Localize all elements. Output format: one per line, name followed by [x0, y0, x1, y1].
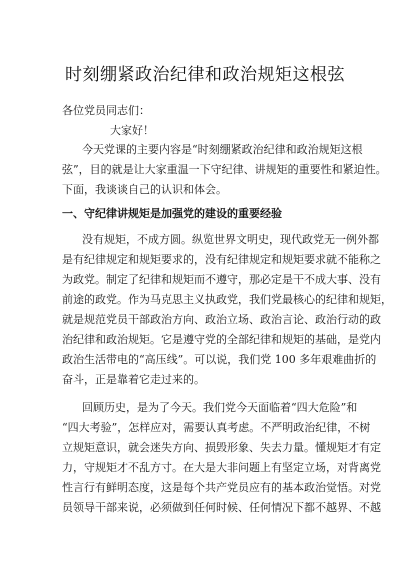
paragraph-line: “四大考验”，怎样应对，需要认真考虑。不严明政治纪律，不树: [62, 421, 371, 434]
paragraph-line: 力，守规矩才不乱方寸。在大是大非问题上有坚定立场，对背离党: [62, 461, 381, 474]
paragraph-line: 性言行有鲜明态度，这是每个共产党员应有的基本政治觉悟。对党: [62, 481, 381, 494]
paragraph-line: 为政党。制定了纪律和规矩而不遵守，那必定是干不成大事、没有: [62, 273, 381, 286]
paragraph-line: 没有规矩，不成方圆。纵览世界文明史，现代政党无一例外都: [82, 233, 379, 246]
paragraph-line: 前途的政党。作为马克思主义执政党，我们党最核心的纪律和规矩，: [62, 293, 392, 306]
section-heading: 一、守纪律讲规矩是加强党的建设的重要经验: [62, 207, 282, 220]
paragraph-line: 回顾历史，是为了今天。我们党今天面临着“四大危险”和: [82, 401, 358, 414]
intro-line: 下面，我谈谈自己的认识和体会。: [62, 183, 227, 196]
salutation: 各位党员同志们：: [62, 104, 150, 117]
intro-line: 弦”，目的就是让大家重温一下守纪律、讲规矩的重要性和紧迫性。: [62, 163, 387, 176]
paragraph-line: 员领导干部来说，必须做到任何时候、任何情况下都不越界、不越: [62, 501, 381, 514]
paragraph-line: 就是规范党员干部政治方向、政治立场、政治言论、政治行动的政: [62, 313, 381, 326]
paragraph-line: 治纪律和政治规矩。它是遵守党的全部纪律和规矩的基础，是党内: [62, 333, 381, 346]
paragraph-line: 是有纪律规定和规矩要求的，没有纪律规定和规矩要求就不能称之: [62, 253, 381, 266]
paragraph-line: 奋斗，正是靠着它走过来的。: [62, 373, 205, 386]
paragraph-line: 立规矩意识，就会迷失方向、损毁形象、失去力量。懂规矩才有定: [62, 441, 381, 454]
greeting: 大家好！: [110, 124, 154, 137]
paragraph-line: 政治生活带电的“高压线”。可以说，我们党 100 多年艰难曲折的: [62, 353, 377, 366]
document-title: 时刻绷紧政治纪律和政治规矩这根弦: [65, 65, 345, 85]
intro-line: 今天党课的主要内容是“时刻绷紧政治纪律和政治规矩这根: [82, 143, 363, 156]
